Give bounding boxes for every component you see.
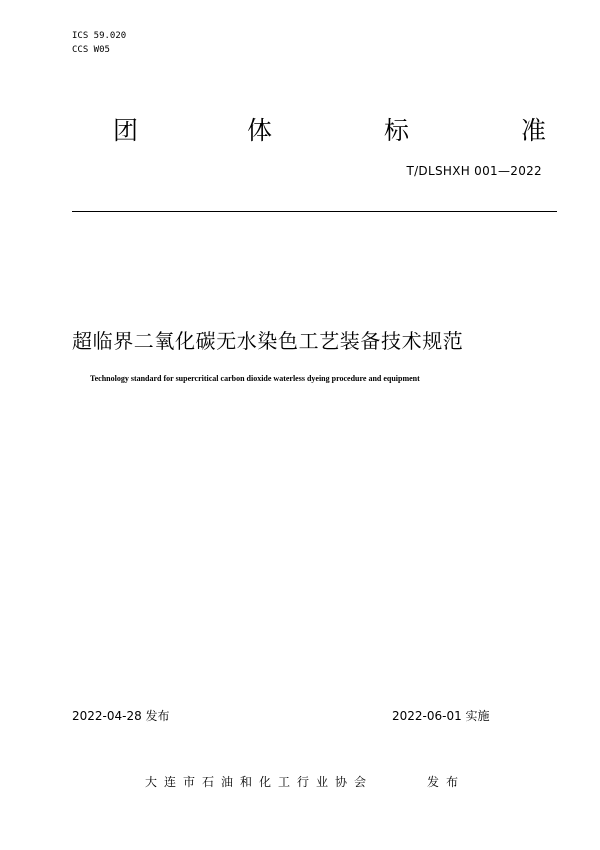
implementation-date: 2022-06-01 实施 (392, 709, 490, 723)
ccs-code: CCS W05 (72, 45, 110, 55)
header-divider (72, 211, 557, 212)
issuing-label: 发布 (427, 775, 466, 789)
standard-type-heading (0, 114, 600, 148)
ics-code: ICS 59.020 (72, 31, 127, 41)
standard-type-char-2: 体 (247, 116, 273, 145)
standard-type-char-4: 准 (521, 116, 547, 145)
document-title-english: Technology standard for supercritical carbon dioxide waterless dyeing procedure and equipment (90, 374, 420, 383)
issue-date: 2022-04-28 发布 (72, 709, 170, 723)
standard-type-char-3: 标 (384, 116, 410, 145)
standard-number: T/DLSHXH 001—2022 (406, 164, 542, 178)
standard-type-char-1: 团 (113, 116, 139, 145)
issuing-organization: 大连市石油和化工行业协会 (145, 775, 374, 789)
document-title: 超临界二氧化碳无水染色工艺装备技术规范 (72, 329, 464, 353)
